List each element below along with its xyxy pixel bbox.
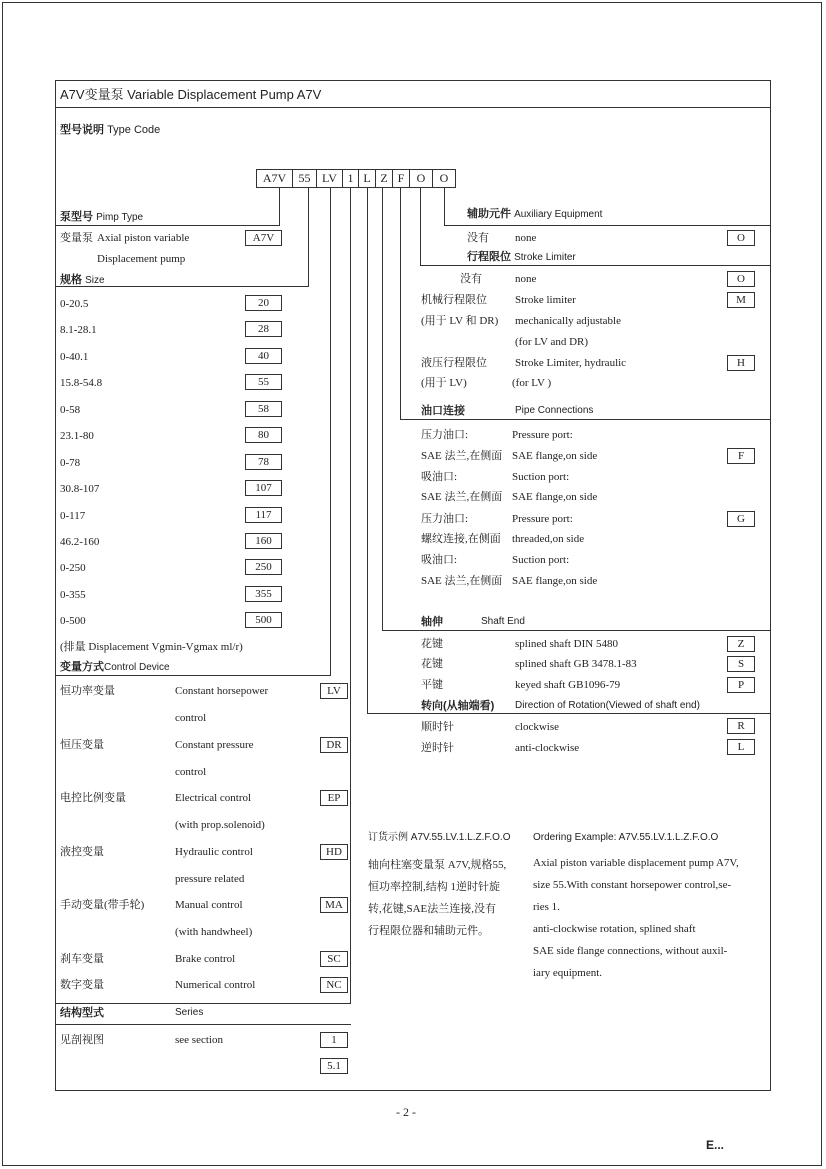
code-box: 250 (245, 559, 282, 575)
connector-line (350, 188, 351, 1003)
code-box: H (727, 355, 755, 371)
stroke-en2: (for LV ) (512, 377, 552, 389)
shaft-rule (382, 630, 771, 631)
connector-line (400, 188, 401, 419)
code-box: 58 (245, 401, 282, 417)
aux-cn: 没有 (467, 232, 489, 244)
stroke-heading-en: Stroke Limiter (514, 252, 576, 263)
page-title: A7V变量泵 Variable Displacement Pump A7V (60, 87, 322, 102)
control-en1: Hydraulic control (175, 846, 253, 858)
shaft-cn: 花键 (421, 658, 443, 670)
code-box: M (727, 292, 755, 308)
size-range: 0-355 (60, 589, 86, 601)
code-box: A7V (245, 230, 282, 246)
series-heading-en: Series (175, 1007, 204, 1018)
size-heading-cn: 规格 (60, 274, 82, 286)
shaft-cn: 平键 (421, 679, 443, 691)
pump-type-heading-en: Pimp Type (96, 212, 144, 223)
stroke-cn2: (用于 LV) (421, 377, 467, 389)
order-heading-cn: 订货示例 A7V.55.LV.1.L.Z.F.O.O (368, 832, 511, 843)
code-cell: 55 (292, 169, 317, 188)
section-heading (60, 123, 160, 137)
code-cell: L (358, 169, 376, 188)
code-box: S (727, 656, 755, 672)
code-box: 78 (245, 454, 282, 470)
pipe-cn: SAE 法兰,在侧面 (421, 575, 503, 587)
code-box: O (727, 271, 755, 287)
size-heading-en: Size (85, 275, 105, 286)
size-range: 0-78 (60, 457, 81, 469)
size-range: 0-20.5 (60, 298, 89, 310)
order-line-en: SAE side flange connections, without auxil- (533, 945, 728, 957)
pipe-heading-en: Pipe Connections (515, 405, 594, 416)
rotation-cn: 逆时针 (421, 742, 454, 754)
control-heading-cn: 变量方式 (60, 661, 104, 673)
pipe-en: SAE flange,on side (512, 450, 598, 462)
control-en1: Manual control (175, 899, 243, 911)
section-heading-en: Type Code (107, 124, 161, 136)
order-line-en: anti-clockwise rotation, splined shaft (533, 923, 696, 935)
control-en2: pressure related (175, 873, 245, 885)
stroke-heading-cn: 行程限位 (467, 251, 511, 263)
pipe-cn: 吸油口: (421, 554, 458, 566)
pipe-heading-cn-wrap (421, 404, 465, 418)
code-box: SC (320, 951, 348, 967)
stroke-en1: Stroke Limiter, hydraulic (515, 357, 627, 369)
pipe-cn: SAE 法兰,在侧面 (421, 450, 503, 462)
control-cn: 手动变量(带手轮) (60, 899, 145, 911)
code-box: 500 (245, 612, 282, 628)
pipe-en: Suction port: (512, 554, 570, 566)
stroke-rule (420, 265, 771, 266)
shaft-en: splined shaft DIN 5480 (515, 638, 618, 650)
pipe-rule (400, 419, 771, 420)
size-range: 15.8-54.8 (60, 377, 103, 389)
size-heading (60, 273, 105, 288)
control-cn: 刹车变量 (60, 953, 104, 965)
control-heading-en: Control Device (104, 662, 170, 673)
size-range: 8.1-28.1 (60, 324, 97, 336)
pipe-en: SAE flange,on side (512, 575, 598, 587)
series-sub-rule (55, 1024, 351, 1025)
control-en1: Constant horsepower (175, 685, 269, 697)
pipe-cn: 螺纹连接,在侧面 (421, 533, 501, 545)
stroke-cn: 液压行程限位 (421, 357, 487, 369)
rotation-heading-en: Direction of Rotation(Viewed of shaft end) (515, 700, 700, 711)
control-cn: 液控变量 (60, 846, 104, 858)
control-en2: (with handwheel) (175, 926, 253, 938)
connector-line (420, 188, 421, 265)
shaft-heading-cn: 轴伸 (421, 616, 443, 628)
aux-en: none (515, 232, 537, 244)
page-number: - 2 - (396, 1105, 416, 1119)
shaft-en: splined shaft GB 3478.1-83 (515, 658, 637, 670)
code-box: 107 (245, 480, 282, 496)
stroke-cn: 没有 (460, 273, 482, 285)
pipe-cn: SAE 法兰,在侧面 (421, 491, 503, 503)
code-cell: Z (375, 169, 393, 188)
pipe-heading-cn: 油口连接 (421, 405, 465, 417)
shaft-cn: 花键 (421, 638, 443, 650)
order-line-cn: 轴向柱塞变量泵 A7V,规格55, (368, 859, 507, 871)
code-cell: O (409, 169, 433, 188)
control-en1: Brake control (175, 953, 236, 965)
aux-heading (467, 207, 602, 222)
control-cn: 电控比例变量 (60, 792, 126, 804)
shaft-heading-en: Shaft End (481, 616, 525, 627)
code-box: L (727, 739, 755, 755)
pipe-en: SAE flange,on side (512, 491, 598, 503)
code-cell: LV (316, 169, 343, 188)
pump-type-en2: Displacement pump (97, 253, 186, 265)
order-line-cn: 转,花键,SAE法兰连接,没有 (368, 903, 497, 915)
size-range: 30.8-107 (60, 483, 100, 495)
stroke-en1: Stroke limiter (515, 294, 576, 306)
code-box: MA (320, 897, 348, 913)
code-box: HD (320, 844, 348, 860)
code-box: G (727, 511, 755, 527)
order-line-cn: 恒功率控制,结构 1逆时针旋 (368, 881, 500, 893)
code-box: 355 (245, 586, 282, 602)
code-box: O (727, 230, 755, 246)
connector-line (444, 188, 445, 225)
pipe-cn: 吸油口: (421, 471, 458, 483)
control-en2: (with prop.solenoid) (175, 819, 265, 831)
code-cell: 1 (342, 169, 359, 188)
aux-heading-cn: 辅助元件 (467, 208, 511, 220)
title-rule (55, 107, 771, 108)
code-cell: F (392, 169, 410, 188)
control-en1: Constant pressure (175, 739, 254, 751)
code-box: 80 (245, 427, 282, 443)
stroke-cn: 机械行程限位 (421, 294, 487, 306)
size-range: 23.1-80 (60, 430, 94, 442)
pipe-en: Suction port: (512, 471, 570, 483)
connector-line (367, 188, 368, 713)
control-en1: Electrical control (175, 792, 252, 804)
rotation-heading-cn: 转向(从轴端看) (421, 700, 495, 712)
code-box: P (727, 677, 755, 693)
control-cn: 数字变量 (60, 979, 104, 991)
pipe-en: Pressure port: (512, 513, 573, 525)
control-rule (55, 675, 331, 676)
stroke-en3: (for LV and DR) (515, 336, 589, 348)
code-box: 117 (245, 507, 282, 523)
pipe-en: threaded,on side (512, 533, 585, 545)
code-box: 160 (245, 533, 282, 549)
code-box: 55 (245, 374, 282, 390)
code-box: 28 (245, 321, 282, 337)
code-box: 40 (245, 348, 282, 364)
pump-type-rule (55, 225, 280, 226)
size-range: 0-117 (60, 510, 86, 522)
stroke-en1: none (515, 273, 537, 285)
control-en2: control (175, 766, 207, 778)
code-cell: A7V (256, 169, 293, 188)
series-heading-cn: 结构型式 (60, 1007, 104, 1019)
size-range: 46.2-160 (60, 536, 100, 548)
corner-mark: E... (706, 1138, 725, 1152)
code-box: LV (320, 683, 348, 699)
shaft-en: keyed shaft GB1096-79 (515, 679, 621, 691)
pump-type-en1: Axial piston variable (97, 232, 190, 244)
stroke-en2: mechanically adjustable (515, 315, 621, 327)
rotation-cn: 顺时针 (421, 721, 454, 733)
code-box: EP (320, 790, 348, 806)
rotation-en: clockwise (515, 721, 559, 733)
size-range: 0-250 (60, 562, 86, 574)
pipe-en: Pressure port: (512, 429, 573, 441)
connector-line (279, 188, 280, 225)
code-box: Z (727, 636, 755, 652)
code-box: 5.1 (320, 1058, 348, 1074)
control-cn: 恒压变量 (60, 739, 104, 751)
pump-type-cn: 变量泵 (60, 232, 93, 244)
connector-line (330, 188, 331, 675)
rotation-en: anti-clockwise (515, 742, 580, 754)
size-range: 0-40.1 (60, 351, 89, 363)
order-line-en: Axial piston variable displacement pump A7V, (533, 857, 739, 869)
control-cn: 恒功率变量 (60, 685, 115, 697)
control-heading (60, 660, 170, 675)
series-en: see section (175, 1034, 223, 1046)
pump-type-heading (60, 210, 143, 225)
pipe-cn: 压力油口: (421, 513, 469, 525)
order-heading-en: Ordering Example: A7V.55.LV.1.L.Z.F.O.O (533, 832, 719, 843)
code-box: NC (320, 977, 348, 993)
section-heading-cn: 型号说明 (60, 124, 104, 136)
code-cell: O (432, 169, 456, 188)
order-line-en: size 55.With constant horsepower control,se- (533, 879, 732, 891)
series-rule (55, 1003, 351, 1004)
stroke-heading (467, 250, 576, 265)
aux-heading-en: Auxiliary Equipment (514, 209, 603, 220)
size-range: 0-500 (60, 615, 86, 627)
size-note: (排量 Displacement Vgmin-Vgmax ml/r) (60, 641, 243, 653)
size-range: 0-58 (60, 404, 81, 416)
aux-rule (444, 225, 771, 226)
stroke-cn2: (用于 LV 和 DR) (421, 315, 499, 327)
code-box: F (727, 448, 755, 464)
code-box: DR (320, 737, 348, 753)
order-line-cn: 行程限位器和辅助元件。 (368, 925, 489, 937)
code-box: R (727, 718, 755, 734)
pump-type-heading-cn: 泵型号 (60, 211, 93, 223)
code-box: 20 (245, 295, 282, 311)
connector-line (382, 188, 383, 630)
control-en1: Numerical control (175, 979, 256, 991)
rotation-rule (367, 713, 771, 714)
connector-line (308, 188, 309, 286)
pipe-cn: 压力油口: (421, 429, 469, 441)
control-en2: control (175, 712, 207, 724)
order-line-en: iary equipment. (533, 967, 603, 979)
series-cn: 见剖视图 (60, 1034, 104, 1046)
code-box: 1 (320, 1032, 348, 1048)
order-line-en: ries 1. (533, 901, 560, 913)
